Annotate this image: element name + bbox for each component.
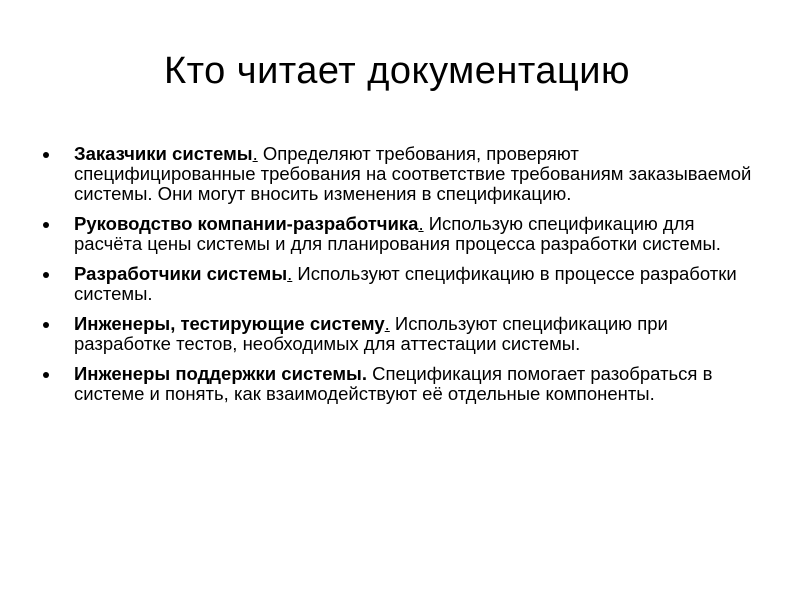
bullet-dot-icon bbox=[43, 152, 49, 158]
bullet-separator: . bbox=[418, 213, 424, 234]
bullet-text: Спецификация помогает разобраться в системе и понять, как взаимодействуют её отдельные компоненты. bbox=[74, 363, 713, 404]
bullet-separator: . bbox=[384, 313, 390, 334]
bullet-dot-icon bbox=[43, 222, 49, 228]
bullet-separator: . bbox=[252, 143, 258, 164]
bullet-item bbox=[40, 264, 760, 304]
bullet-item bbox=[40, 364, 760, 404]
bullet-dot-icon bbox=[43, 372, 49, 378]
bullet-lead: Инженеры, тестирующие систему bbox=[74, 313, 385, 334]
slide-title: Кто читает документацию bbox=[163, 50, 631, 92]
bullet-lead: Заказчики системы bbox=[74, 143, 253, 164]
bullet-item bbox=[40, 314, 760, 354]
bullet-dot-icon bbox=[43, 322, 49, 328]
bullet-item bbox=[40, 144, 760, 204]
bullet-item bbox=[40, 214, 760, 254]
bullet-list bbox=[40, 144, 760, 414]
bullet-text: Используют спецификацию при разработке тестов, необходимых для аттестации системы. bbox=[74, 313, 668, 354]
bullet-lead: Разработчики системы bbox=[74, 263, 288, 284]
bullet-text: Использую спецификацию для расчёта цены системы и для планирования процесса разработки системы. bbox=[74, 213, 721, 254]
bullet-text: Определяют требования, проверяют специфицированные требования на соответствие требованиям заказываемой системы. Они могут вносить изменения в спецификацию. bbox=[74, 143, 752, 204]
bullet-separator: . bbox=[287, 263, 293, 284]
bullet-text: Используют спецификацию в процессе разработки системы. bbox=[74, 263, 737, 304]
bullet-dot-icon bbox=[43, 272, 49, 278]
bullet-lead: Руководство компании-разработчика bbox=[74, 213, 419, 234]
bullet-lead: Инженеры поддержки системы. bbox=[74, 363, 367, 384]
